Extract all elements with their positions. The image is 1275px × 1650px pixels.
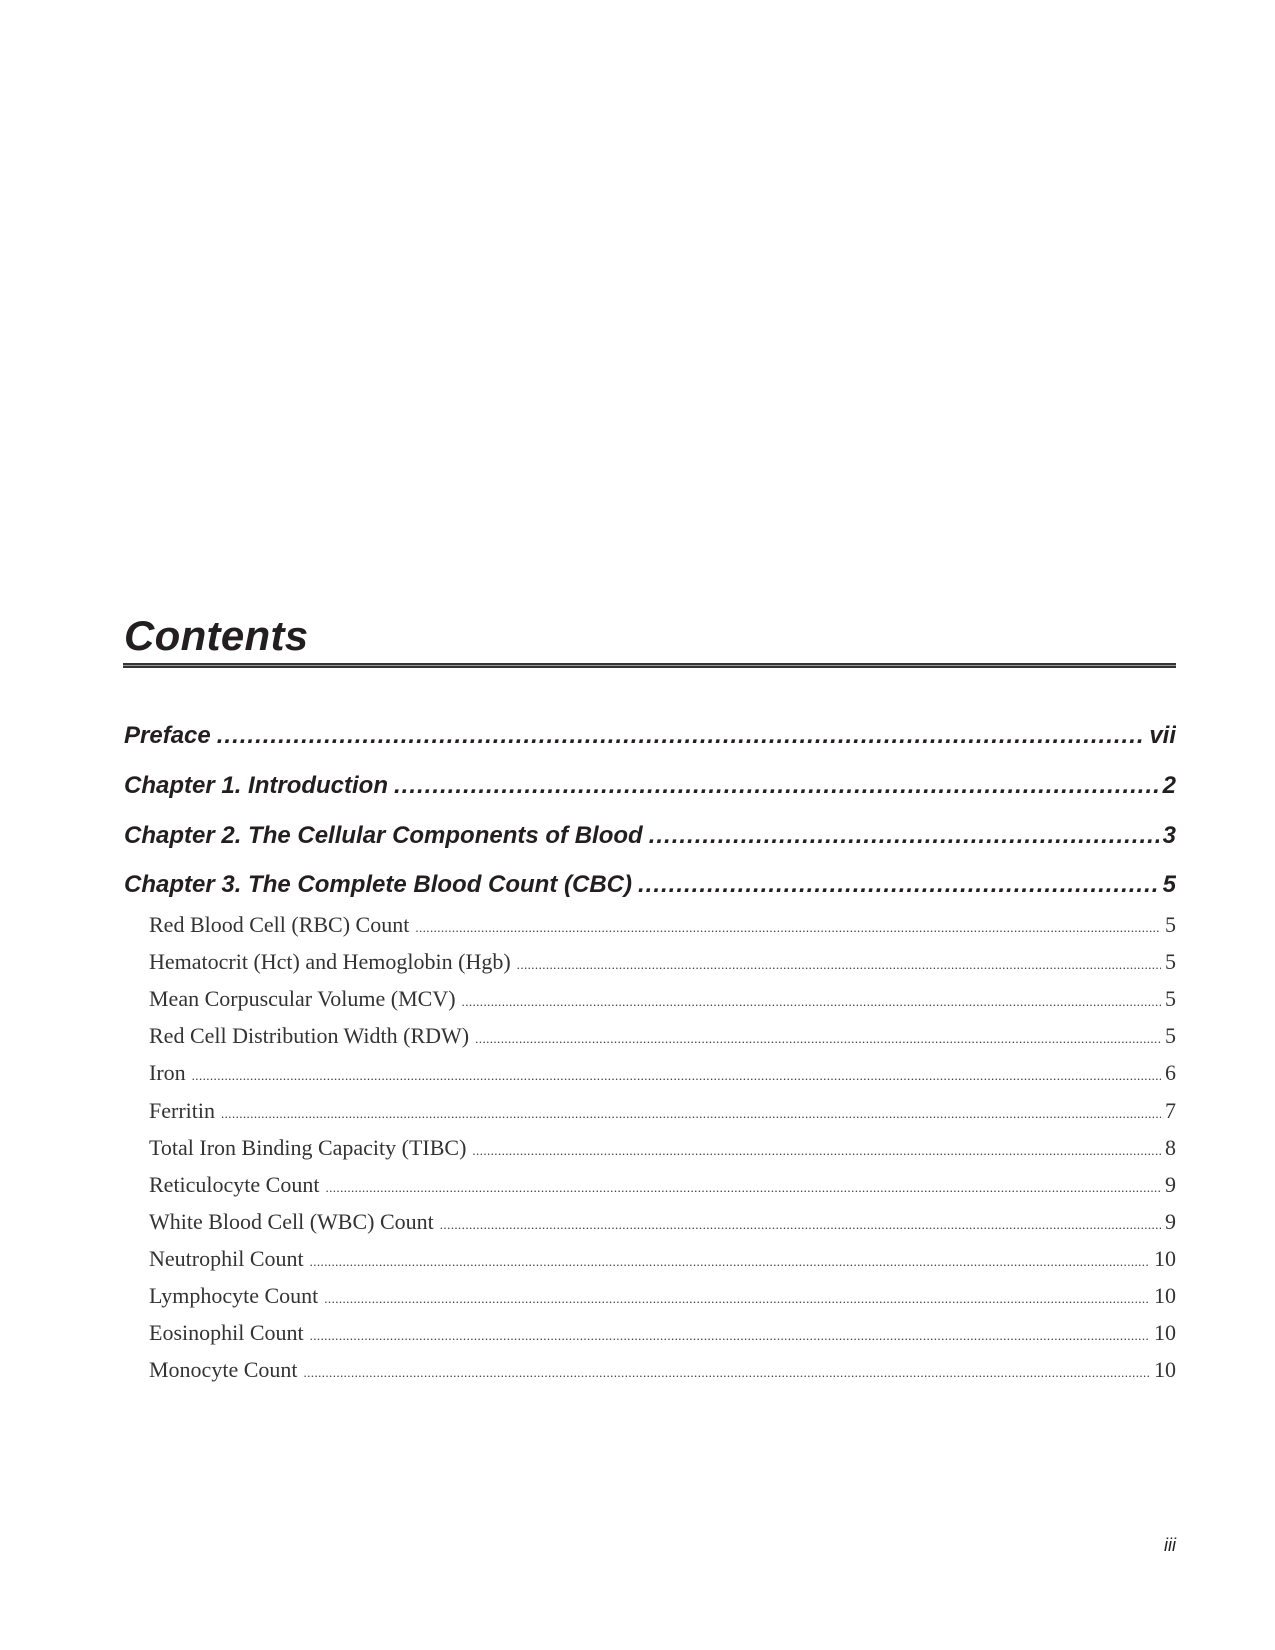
dot-leader: [217, 722, 1146, 750]
dot-leader: [221, 1098, 1161, 1124]
entry-title: Chapter 1. Introduction: [124, 772, 388, 799]
entry-title: Lymphocyte Count: [149, 1283, 319, 1308]
entry-page-number: 9: [1165, 1171, 1176, 1197]
title-rule: [123, 663, 1176, 668]
dot-leader: [440, 1209, 1161, 1235]
entry-title: Mean Corpuscular Volume (MCV): [149, 986, 456, 1012]
toc-section-entry[interactable]: [149, 949, 1176, 979]
page-title: Contents: [124, 612, 309, 659]
entry-title: Red Cell Distribution Width (RDW): [149, 1023, 470, 1049]
toc-section-entry[interactable]: [149, 1172, 1176, 1202]
toc-section-entry[interactable]: [149, 1209, 1176, 1239]
toc-section-entry[interactable]: [149, 1098, 1176, 1128]
toc-section-entry[interactable]: [149, 1060, 1176, 1090]
dot-leader: [310, 1320, 1150, 1346]
dot-leader: [517, 949, 1161, 975]
toc-section-entry[interactable]: [149, 986, 1176, 1016]
dot-leader: [324, 1283, 1150, 1309]
dot-leader: [304, 1357, 1151, 1383]
entry-title: Ferritin: [149, 1097, 215, 1123]
dot-leader: [472, 1135, 1161, 1161]
entry-title: Neutrophil Count: [149, 1245, 304, 1271]
entry-title: Eosinophil Count: [149, 1320, 304, 1346]
entry-page-number: 9: [1165, 1208, 1176, 1234]
entry-page-number: 5: [1165, 912, 1176, 937]
entry-page-number: 8: [1165, 1134, 1176, 1160]
dot-leader: [415, 912, 1161, 938]
toc-chapter-entry[interactable]: [124, 722, 1176, 754]
page-number: iii: [1164, 1535, 1176, 1555]
toc-section-entry[interactable]: [149, 1023, 1176, 1053]
entry-page-number: 5: [1165, 986, 1176, 1012]
entry-page-number: 2: [1162, 772, 1176, 799]
toc-chapter-entry[interactable]: [124, 772, 1176, 804]
entry-page-number: 5: [1165, 1023, 1176, 1049]
dot-leader: [638, 871, 1159, 899]
entry-title: Chapter 3. The Complete Blood Count (CBC): [124, 871, 632, 898]
entry-page-number: 7: [1165, 1097, 1176, 1123]
toc-section-entry[interactable]: [149, 1283, 1176, 1313]
toc-section-entry[interactable]: [149, 1246, 1176, 1276]
entry-page-number: 5: [1162, 871, 1176, 898]
dot-leader: [394, 772, 1159, 800]
entry-page-number: 10: [1154, 1283, 1176, 1308]
toc-section-entry[interactable]: [149, 1357, 1176, 1387]
entry-title: Reticulocyte Count: [149, 1171, 320, 1197]
entry-title: Total Iron Binding Capacity (TIBC): [149, 1134, 467, 1160]
entry-title: Monocyte Count: [149, 1357, 298, 1383]
dot-leader: [475, 1023, 1161, 1049]
dot-leader: [649, 822, 1159, 850]
entry-page-number: 10: [1154, 1357, 1176, 1383]
entry-title: White Blood Cell (WBC) Count: [149, 1208, 434, 1234]
entry-page-number: 5: [1165, 949, 1176, 975]
entry-page-number: vii: [1149, 722, 1176, 749]
toc-section-entry[interactable]: [149, 1135, 1176, 1165]
entry-page-number: 10: [1154, 1320, 1176, 1346]
entry-title: Chapter 2. The Cellular Components of Blood: [124, 822, 643, 849]
dot-leader: [310, 1246, 1150, 1272]
entry-title: Hematocrit (Hct) and Hemoglobin (Hgb): [149, 949, 511, 975]
entry-title: Red Blood Cell (RBC) Count: [149, 912, 410, 937]
entry-title: Iron: [149, 1060, 186, 1086]
toc-section-entry[interactable]: [149, 1320, 1176, 1350]
entry-page-number: 6: [1165, 1060, 1176, 1086]
entry-page-number: 3: [1162, 822, 1176, 849]
toc-chapter-entry[interactable]: [124, 822, 1176, 854]
entry-page-number: 10: [1154, 1245, 1176, 1271]
dot-leader: [462, 986, 1161, 1012]
dot-leader: [192, 1060, 1161, 1086]
dot-leader: [325, 1172, 1161, 1198]
toc-chapter-entry[interactable]: [124, 871, 1176, 903]
toc-section-entry[interactable]: [149, 912, 1176, 942]
entry-title: Preface: [124, 722, 211, 749]
